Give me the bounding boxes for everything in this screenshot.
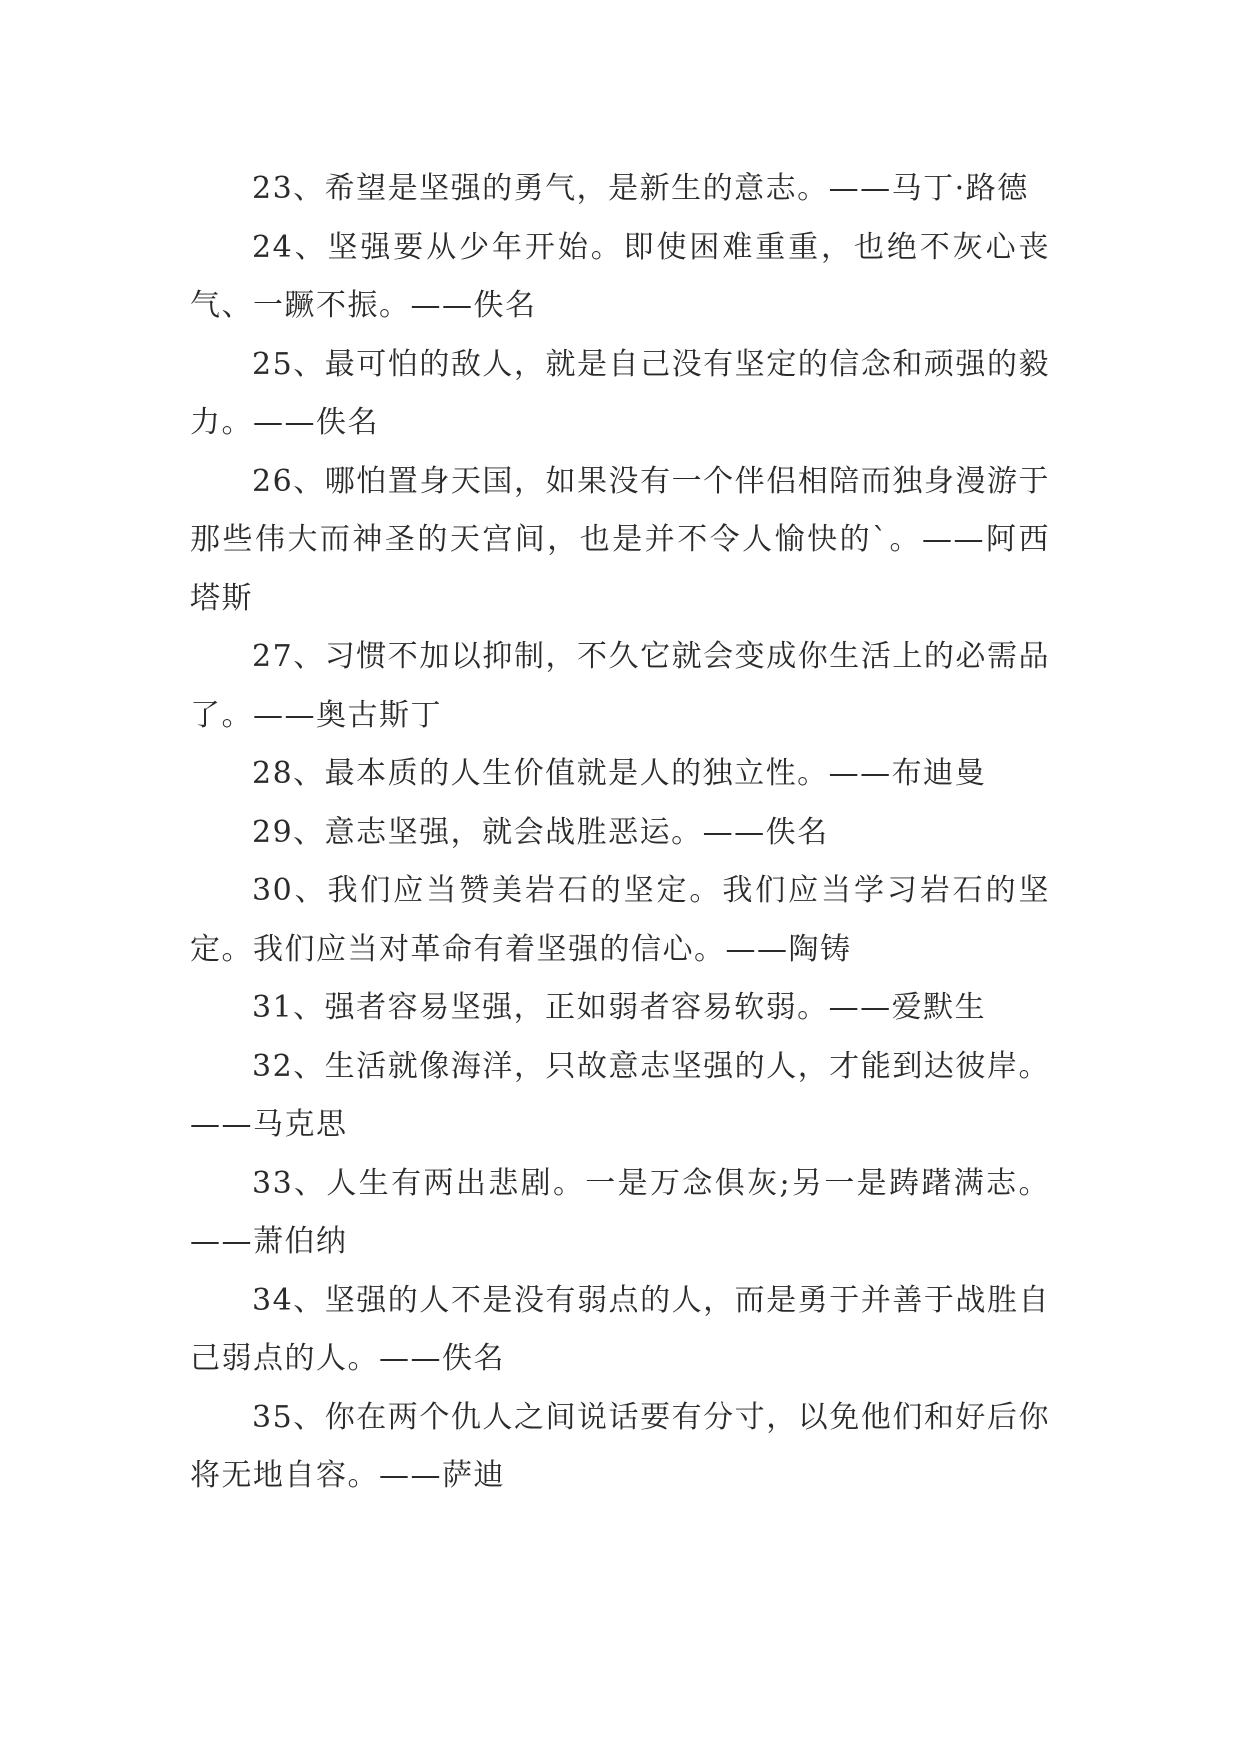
quote-list (190, 160, 1050, 1506)
quote-paragraph: 23、希望是坚强的勇气，是新生的意志。——马丁·路德 (252, 171, 1029, 206)
quote-paragraph: 28、最本质的人生价值就是人的独立性。——布迪曼 (252, 756, 987, 791)
quote-paragraph: 24、坚强要从少年开始。即使困难重重，也绝不灰心丧气、一蹶不振。——佚名 (190, 229, 1050, 323)
quote-paragraph: 35、你在两个仇人之间说话要有分寸，以免他们和好后你将无地自容。——萨迪 (190, 1399, 1050, 1493)
quote-paragraph: 33、人生有两出悲剧。一是万念俱灰;另一是踌躇满志。——萧伯纳 (190, 1165, 1050, 1259)
quote-paragraph: 30、我们应当赞美岩石的坚定。我们应当学习岩石的坚定。我们应当对革命有着坚强的信心。——陶铸 (190, 873, 1050, 967)
quote-paragraph: 31、强者容易坚强，正如弱者容易软弱。——爱默生 (252, 990, 987, 1025)
quote-paragraph: 26、哪怕置身天国，如果没有一个伴侣相陪而独身漫游于那些伟大而神圣的天宫间，也是并不令人愉快的`。——阿西塔斯 (190, 463, 1050, 616)
quote-paragraph: 27、习惯不加以抑制，不久它就会变成你生活上的必需品了。——奥古斯丁 (190, 639, 1050, 733)
quote-paragraph: 34、坚强的人不是没有弱点的人，而是勇于并善于战胜自己弱点的人。——佚名 (190, 1282, 1050, 1376)
quote-paragraph: 29、意志坚强，就会战胜恶运。——佚名 (252, 814, 829, 850)
quote-paragraph: 32、生活就像海洋，只故意志坚强的人，才能到达彼岸。——马克思 (190, 1048, 1050, 1142)
quote-paragraph: 25、最可怕的敌人，就是自己没有坚定的信念和顽强的毅力。——佚名 (190, 346, 1050, 440)
